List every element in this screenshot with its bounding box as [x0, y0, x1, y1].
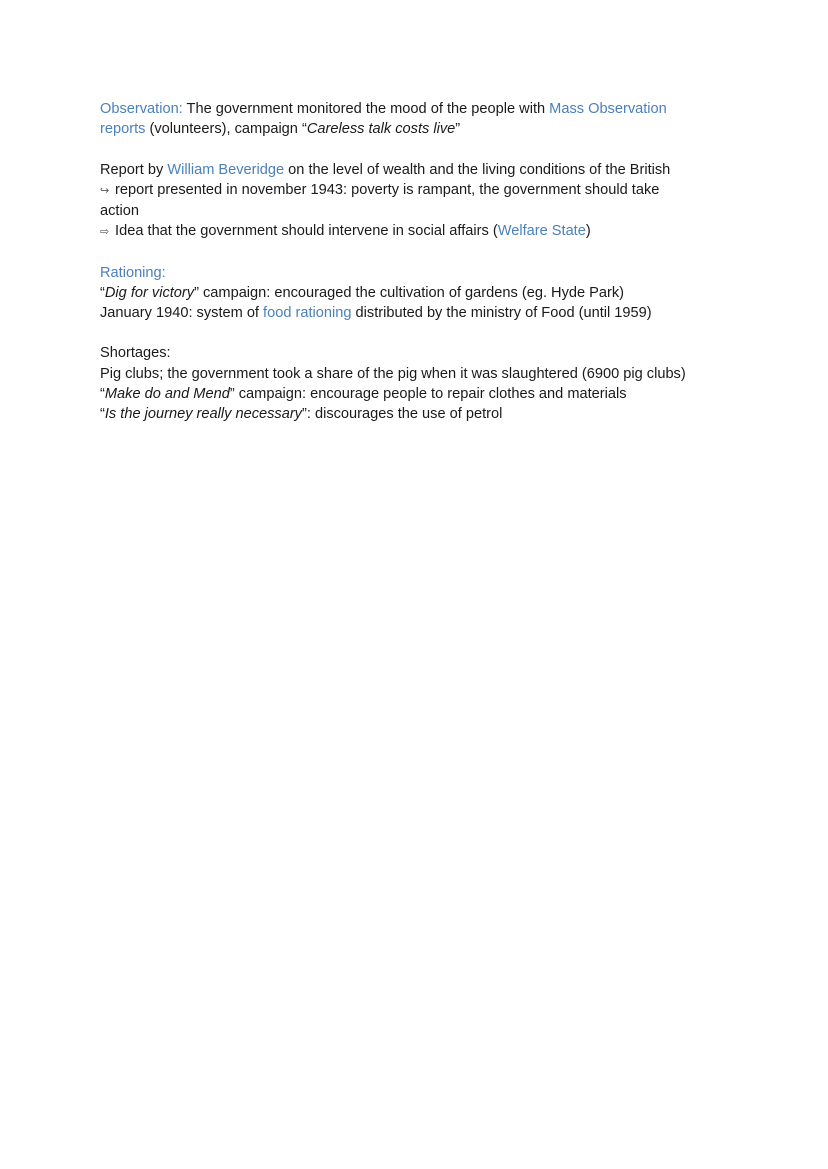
pig-clubs-text: Pig clubs; the government took a share of the pig when it was slaughtered (6900 pig clubs) [100, 365, 686, 382]
shortages-line-1 [100, 364, 780, 384]
beveridge-report-text: report presented in november 1943: poverty is rampant, the government should take [111, 181, 660, 198]
spacer [100, 242, 780, 262]
dig-for-victory-campaign: Dig for victory [104, 284, 195, 301]
beveridge-idea-text: Idea that the government should intervene in social affairs ( [111, 223, 498, 240]
spacer [100, 323, 780, 343]
beveridge-line-2 [100, 180, 780, 201]
mass-observation-term: Mass Observation [549, 101, 667, 117]
shortages-line-2 [100, 384, 780, 404]
close-quote: ” [229, 385, 235, 402]
open-quote: “ [100, 284, 105, 301]
shortages-heading-line [100, 343, 780, 363]
shortages-line-3 [100, 404, 780, 424]
close-quote: ” [194, 284, 199, 301]
beveridge-line-4 [100, 221, 780, 242]
journey-text: : discourages the use of petrol [306, 406, 503, 422]
journey-campaign: Is the journey really necessary [104, 406, 302, 422]
observation-heading: Observation: [100, 101, 183, 117]
observation-line-1 [100, 99, 780, 119]
welfare-state-term: Welfare State [497, 223, 586, 240]
shortages-heading: Shortages: [100, 345, 171, 362]
closing-quote: ” [455, 121, 461, 138]
rationing-text-2: distributed by the ministry of Food (until 1959) [351, 305, 652, 321]
beveridge-line-1 [100, 160, 780, 180]
observation-line-2 [100, 119, 780, 139]
rationing-text-1: January 1940: system of [100, 305, 264, 321]
observation-text-2: (volunteers), campaign “ [145, 121, 307, 138]
food-rationing-term: food rationing [263, 305, 352, 321]
observation-text: The government monitored the mood of the people with [182, 101, 550, 117]
william-beveridge-term: William Beveridge [167, 161, 285, 178]
spacer [100, 139, 780, 159]
reports-term: reports [100, 121, 146, 138]
notes-body [100, 99, 780, 424]
make-do-and-mend-campaign: Make do and Mend [104, 385, 230, 402]
open-quote: “ [100, 385, 105, 402]
dig-for-victory-text: campaign: encouraged the cultivation of gardens (eg. Hyde Park) [198, 284, 625, 301]
rationing-heading: Rationing: [100, 264, 166, 281]
beveridge-action-text: action [100, 203, 139, 219]
closing-paren: ) [585, 223, 591, 240]
rationing-line-1 [100, 283, 780, 303]
open-quote: “ [100, 406, 105, 422]
right-arrow-icon: ⇨ [100, 226, 110, 239]
careless-talk-campaign: Careless talk costs live [306, 121, 456, 138]
beveridge-text-2: on the level of wealth and the living conditions of the British [284, 161, 671, 178]
rationing-heading-line [100, 263, 780, 283]
hook-arrow-icon: ↪ [100, 184, 110, 197]
rationing-line-2 [100, 303, 780, 323]
make-do-text: campaign: encourage people to repair clothes and materials [234, 385, 627, 402]
beveridge-line-3 [100, 201, 780, 221]
beveridge-text-1: Report by [100, 161, 168, 178]
close-quote: ” [301, 406, 307, 422]
